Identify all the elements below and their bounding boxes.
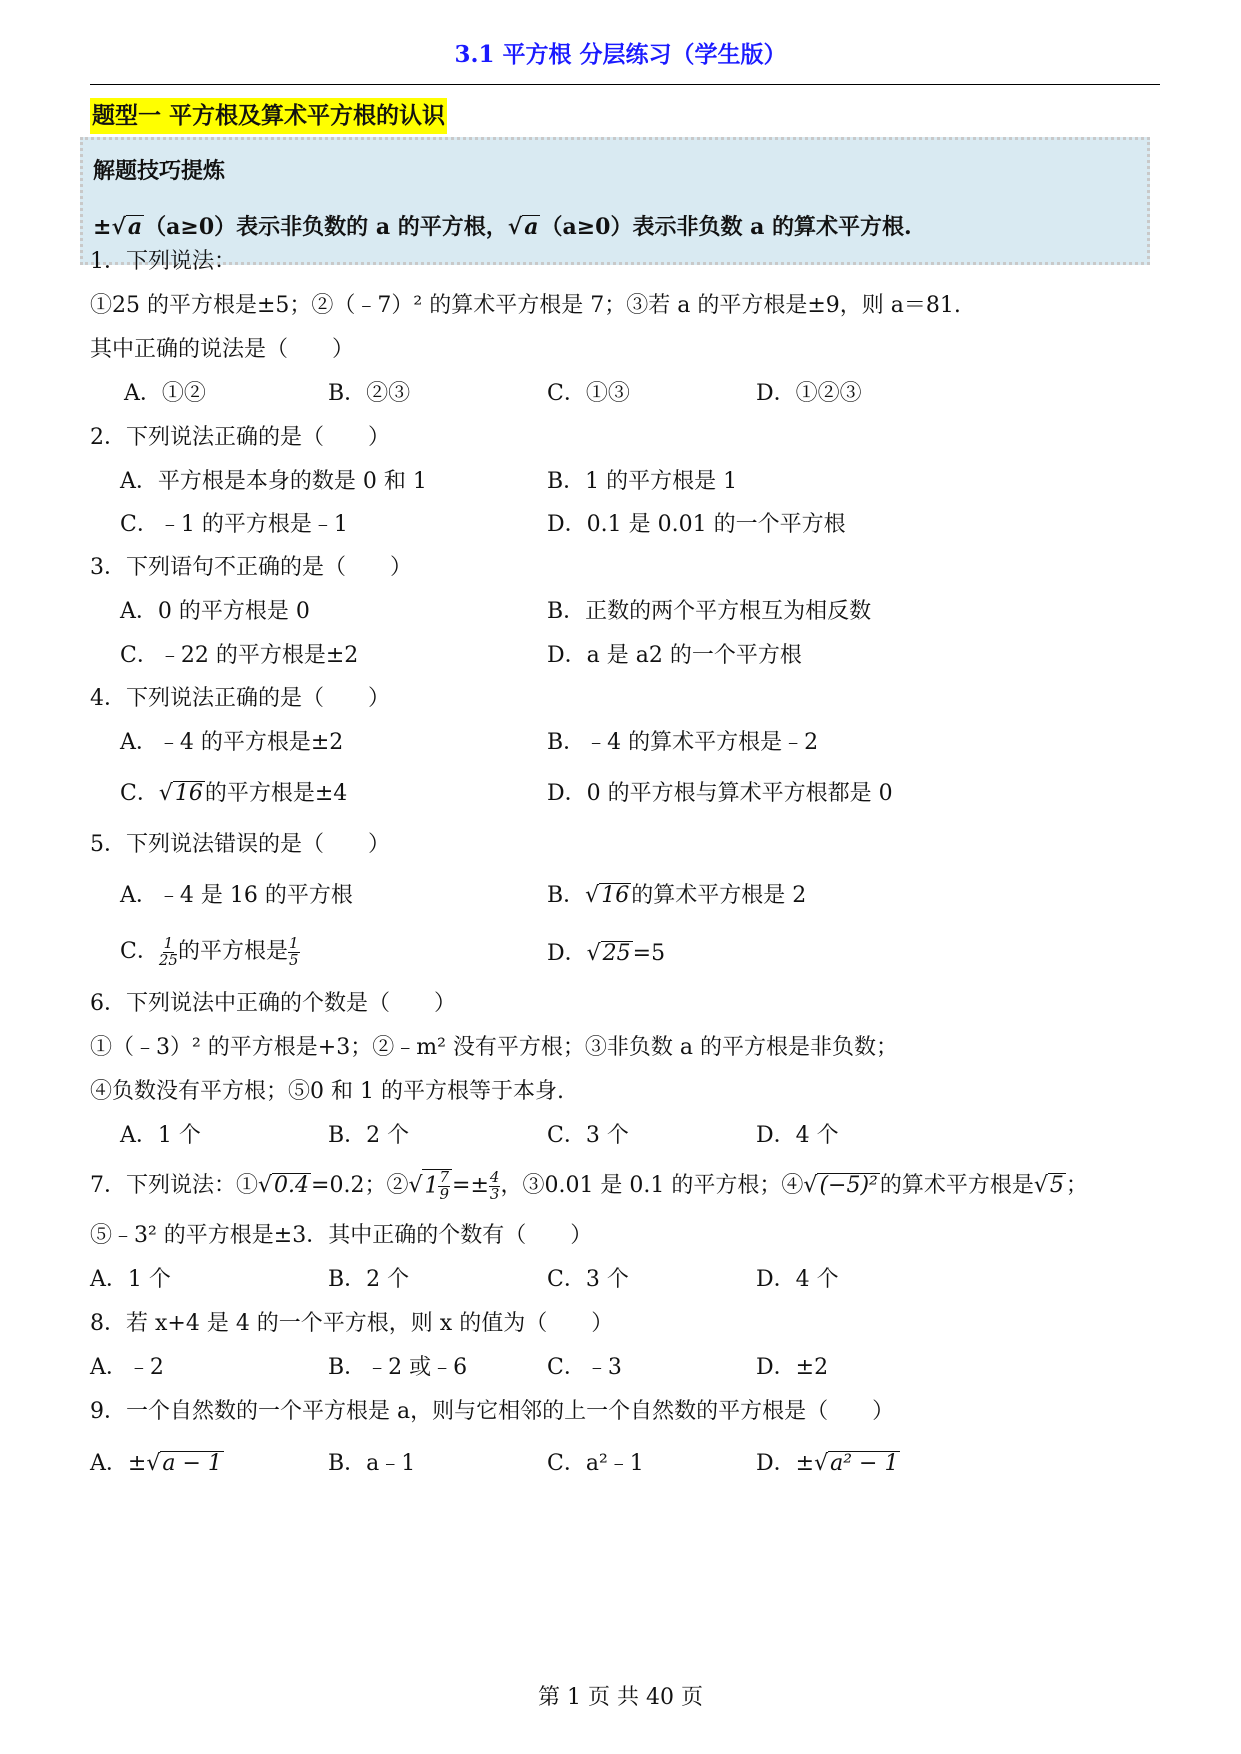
fraction-numerator: 1 (163, 933, 174, 952)
q3-option-a[interactable]: A．0 的平方根是 0 (120, 599, 310, 624)
tip-title: 解题技巧提炼 (93, 158, 226, 184)
q6-statements-1: ①（﹣3）² 的平方根是+3；②﹣m² 没有平方根；③非负数 a 的平方根是非负数； (90, 1035, 899, 1060)
q6-option-a[interactable]: A．1 个 (120, 1123, 201, 1148)
sqrt-radicand: 16 (601, 883, 630, 908)
q5-option-b[interactable] (547, 878, 806, 909)
fraction-denominator: 3 (489, 1184, 500, 1203)
q8-option-d[interactable]: D．±2 (756, 1355, 829, 1380)
q9-option-d[interactable] (756, 1446, 900, 1477)
sqrt-radicand: a − 1 (162, 1451, 222, 1476)
q5-option-a[interactable]: A．﹣4 是 16 的平方根 (120, 883, 353, 908)
sqrt-radicand: a (524, 214, 539, 240)
option-label: C． (120, 939, 159, 964)
q7-text: ； (1065, 1173, 1088, 1198)
q4-option-c[interactable] (120, 776, 347, 807)
sqrt-radicand: (−5)² (819, 1173, 878, 1198)
tip-box (80, 137, 1150, 265)
q8-stem: 8．若 x+4 是 4 的一个平方根，则 x 的值为（ ） (90, 1311, 614, 1336)
header-divider (90, 84, 1160, 85)
q9-option-a[interactable] (90, 1446, 224, 1477)
q5-stem: 5．下列说法错误的是（ ） (90, 832, 390, 857)
q7-text: 7．下列说法：① (90, 1173, 258, 1198)
q7-text: =0.2；② (311, 1173, 409, 1198)
q1-stem: 1．下列说法： (90, 249, 236, 274)
q4-option-b[interactable]: B．﹣4 的算术平方根是﹣2 (547, 730, 819, 755)
q9-option-c[interactable]: C．a²﹣1 (547, 1451, 644, 1476)
sqrt-symbol-icon: √ (1033, 1173, 1048, 1198)
q7-option-d[interactable]: D．4 个 (756, 1267, 839, 1292)
sqrt-radicand: 16 (174, 781, 203, 806)
sqrt-symbol-icon: √ (408, 1173, 423, 1198)
q7-stem (90, 1168, 1088, 1202)
q1-option-b[interactable]: B．②③ (328, 381, 411, 406)
sqrt-symbol-icon: √ (158, 781, 173, 806)
q2-option-a[interactable]: A．平方根是本身的数是 0 和 1 (120, 469, 427, 494)
option-label: A．± (90, 1451, 147, 1476)
page-footer: 第 1 页 共 40 页 (538, 1685, 703, 1710)
sqrt-symbol-icon: √ (803, 1173, 818, 1198)
sqrt-symbol-icon: √ (586, 941, 601, 966)
option-text: 的平方根是 (177, 939, 288, 964)
q9-stem: 9．一个自然数的一个平方根是 a，则与它相邻的上一个自然数的平方根是（ ） (90, 1399, 895, 1424)
q6-statements-2: ④负数没有平方根；⑤0 和 1 的平方根等于本身. (90, 1079, 564, 1104)
q7-text: ，③0.01 是 0.1 的平方根；④ (500, 1173, 804, 1198)
tip-condition: （a≥0） (540, 214, 633, 240)
q8-option-c[interactable]: C．﹣3 (547, 1355, 622, 1380)
sqrt-symbol-icon: √ (258, 1173, 273, 1198)
fraction (489, 1167, 501, 1203)
tip-text (93, 210, 912, 241)
q4-option-a[interactable]: A．﹣4 的平方根是±2 (120, 730, 344, 755)
q1-ask: 其中正确的说法是（ ） (90, 337, 355, 362)
q1-option-a[interactable]: A．①② (124, 381, 206, 406)
plus-minus: ± (93, 214, 112, 240)
fraction-denominator: 9 (439, 1184, 450, 1203)
q1-option-c[interactable]: C．①③ (547, 381, 630, 406)
fraction-denominator: 5 (288, 950, 299, 969)
fraction-numerator: 4 (489, 1167, 500, 1186)
mixed-whole: 1 (424, 1173, 439, 1198)
sqrt-radicand: 5 (1049, 1173, 1064, 1198)
tip-tail: 表示非负数 a 的算术平方根. (632, 214, 912, 240)
option-text: 的平方根是±4 (204, 781, 348, 806)
q8-option-a[interactable]: A．﹣2 (90, 1355, 164, 1380)
q3-option-c[interactable]: C．﹣22 的平方根是±2 (120, 643, 359, 668)
q3-stem: 3．下列语句不正确的是（ ） (90, 555, 412, 580)
q1-option-d[interactable]: D．①②③ (756, 381, 862, 406)
q9-option-b[interactable]: B．a﹣1 (328, 1451, 416, 1476)
sqrt-symbol-icon: √ (507, 214, 523, 240)
option-label: D．± (756, 1451, 815, 1476)
fraction (158, 933, 178, 969)
q7-option-a[interactable]: A．1 个 (90, 1267, 171, 1292)
sqrt-radicand: 25 (602, 941, 631, 966)
q7-text: =± (452, 1173, 489, 1198)
q5-option-d[interactable] (547, 936, 665, 967)
q7-text: 的算术平方根是 (879, 1173, 1034, 1198)
option-label: C． (120, 781, 159, 806)
q3-option-d[interactable]: D．a 是 a2 的一个平方根 (547, 643, 802, 668)
fraction-numerator: 7 (439, 1167, 450, 1186)
q5-option-c[interactable] (120, 934, 300, 968)
q7-option-c[interactable]: C．3 个 (547, 1267, 629, 1292)
option-text: 的算术平方根是 2 (631, 883, 807, 908)
q2-option-d[interactable]: D．0.1 是 0.01 的一个平方根 (547, 512, 846, 537)
q6-stem: 6．下列说法中正确的个数是（ ） (90, 991, 456, 1016)
sqrt-radicand (422, 1169, 452, 1203)
section-type-title: 题型一 平方根及算术平方根的认识 (90, 98, 447, 134)
fraction (438, 1167, 450, 1203)
q6-option-d[interactable]: D．4 个 (756, 1123, 839, 1148)
sqrt-symbol-icon: √ (111, 214, 126, 240)
option-label: D． (547, 941, 587, 966)
tip-condition: （a≥0） (144, 214, 237, 240)
q3-option-b[interactable]: B．正数的两个平方根互为相反数 (547, 599, 872, 624)
q7-statements: ⑤﹣3² 的平方根是±3．其中正确的个数有（ ） (90, 1223, 593, 1248)
fraction (288, 933, 300, 969)
q4-stem: 4．下列说法正确的是（ ） (90, 686, 390, 711)
sqrt-radicand: 0.4 (274, 1173, 310, 1198)
sqrt-symbol-icon: √ (814, 1451, 829, 1476)
fraction-numerator: 1 (288, 933, 299, 952)
sqrt-symbol-icon: √ (585, 883, 600, 908)
option-label: B． (547, 883, 586, 908)
document-title: 3.1 平方根 分层练习（学生版） (454, 41, 787, 68)
sqrt-radicand: a (127, 214, 143, 240)
q7-option-b[interactable]: B．2 个 (328, 1267, 410, 1292)
q1-statements: ①25 的平方根是±5；②（﹣7）² 的算术平方根是 7；③若 a 的平方根是±9，则 a＝81. (90, 293, 961, 318)
q2-option-b[interactable]: B．1 的平方根是 1 (547, 469, 738, 494)
q6-option-b[interactable]: B．2 个 (328, 1123, 410, 1148)
option-text: =5 (632, 941, 666, 966)
fraction-denominator: 25 (158, 950, 178, 969)
q2-option-c[interactable]: C．﹣1 的平方根是﹣1 (120, 512, 348, 537)
sqrt-symbol-icon: √ (146, 1451, 161, 1476)
sqrt-radicand: a² − 1 (830, 1451, 899, 1476)
q4-option-d[interactable]: D．0 的平方根与算术平方根都是 0 (547, 781, 893, 806)
q8-option-b[interactable]: B．﹣2 或﹣6 (328, 1355, 468, 1380)
tip-mid: 表示非负数的 a 的平方根， (236, 214, 508, 240)
q2-stem: 2．下列说法正确的是（ ） (90, 425, 390, 450)
q6-option-c[interactable]: C．3 个 (547, 1123, 629, 1148)
